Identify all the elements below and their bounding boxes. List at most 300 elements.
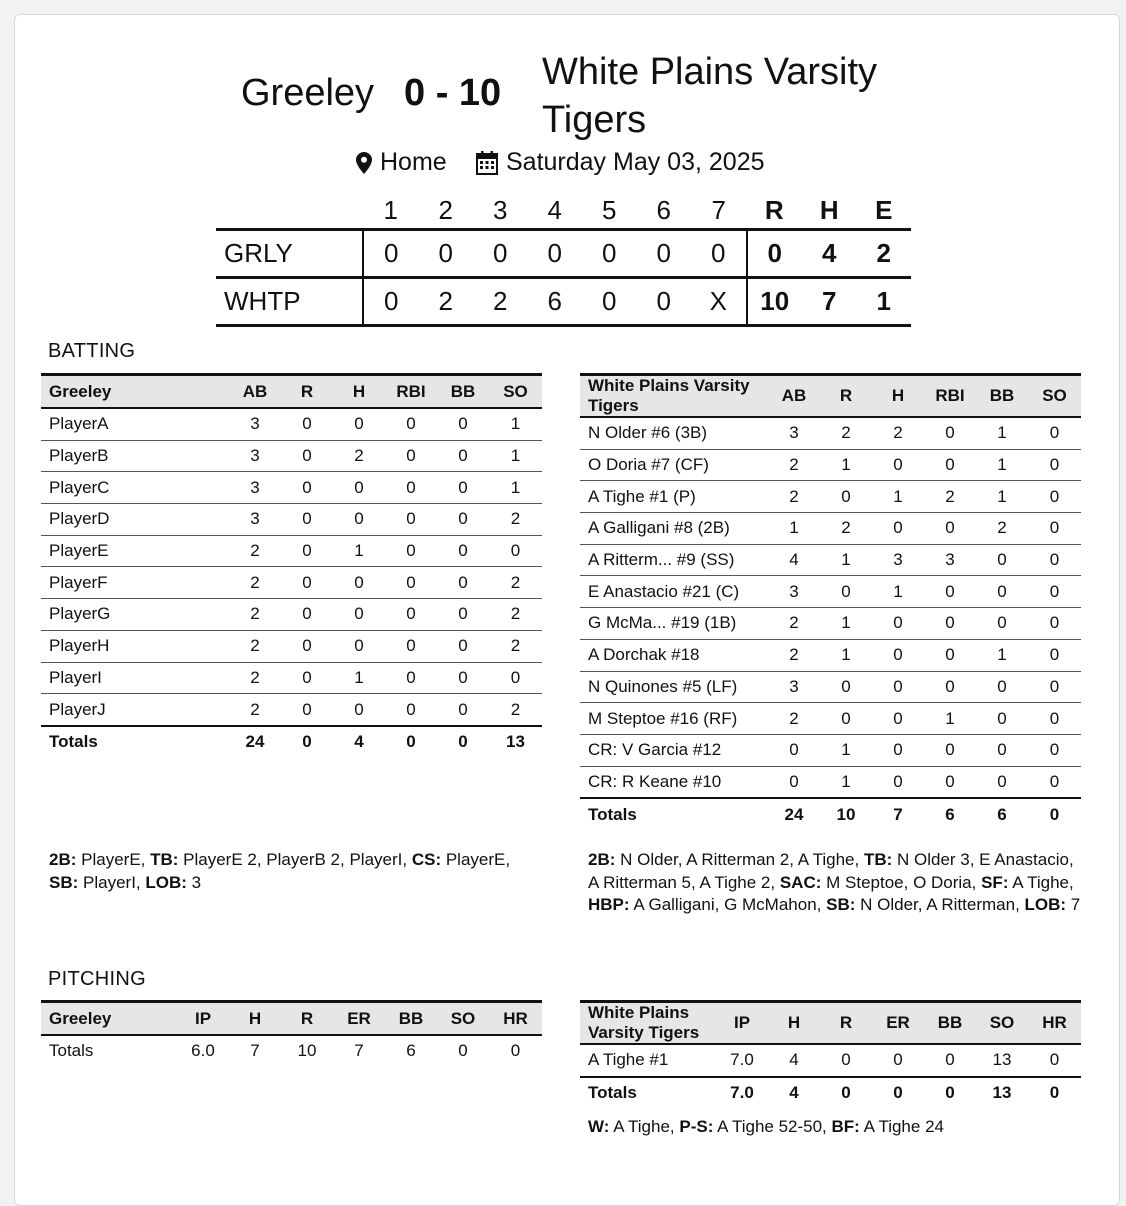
player-name: Totals [580,798,768,830]
stat-value: 0 [281,726,333,758]
stat-value: 1 [820,608,872,640]
calendar-icon [476,151,498,175]
stat-value: 3 [768,671,820,703]
stat-value: 0 [924,513,976,545]
table-row [41,504,542,536]
note-text: M Steptoe, O Doria, [821,872,982,892]
stat-value: 2 [489,599,542,631]
player-name: CR: V Garcia #12 [580,734,768,766]
stat-value: 0 [281,535,333,567]
table-row [580,766,1081,798]
note-label: LOB: [1024,895,1067,914]
map-pin-icon [356,152,372,174]
inning-score: 0 [582,230,637,278]
stat-value: 0 [333,694,385,726]
stat-value: 2 [768,608,820,640]
stat-value: 10 [820,798,872,830]
hits-total: 7 [822,286,837,316]
stat-value: 2 [768,449,820,481]
player-name: E Anastacio #21 (C) [580,576,768,608]
inning-score: 0 [637,230,692,278]
stat-value: 1 [489,440,542,472]
stat-value: 0 [281,662,333,694]
note-label: BF: [831,1117,860,1136]
stat-value: 0 [820,481,872,513]
note-label: P-S: [679,1117,714,1136]
stat-value: 0 [820,671,872,703]
stat-value: 2 [976,513,1028,545]
stat-value: 2 [489,630,542,662]
stat-value: 2 [489,504,542,536]
note-text: A Tighe 52-50, [713,1117,832,1136]
stat-value: 13 [976,1044,1028,1077]
stat-value: 7 [229,1035,281,1067]
stat-value: 2 [924,481,976,513]
note-text: PlayerI, [78,872,146,892]
stat-value: 0 [385,440,437,472]
stat-value: 0 [281,504,333,536]
note-text: N Older, A Ritterman 2, A Tighe, [615,850,864,869]
table-row [41,472,542,504]
stat-value: 0 [1028,639,1081,671]
note-text: PlayerE, [76,850,151,869]
stat-value: 0 [281,567,333,599]
inning-score: 2 [493,286,508,316]
stat-value: 0 [333,630,385,662]
stat-value: 7 [333,1035,385,1067]
stat-value: 0 [924,734,976,766]
stat-value: 6.0 [177,1035,229,1067]
stat-value: 0 [437,1035,489,1067]
stat-value: 0 [924,449,976,481]
table-row [580,639,1081,671]
stat-value: 0 [872,449,924,481]
player-name: O Doria #7 (CF) [580,449,768,481]
stat-value: 1 [976,481,1028,513]
stat-column-header: AB [768,375,820,418]
stat-value: 0 [1028,1044,1081,1077]
player-name: G McMa... #19 (1B) [580,608,768,640]
stat-value: 0 [1028,798,1081,830]
stat-value: 3 [768,417,820,449]
player-name: A Dorchak #18 [580,639,768,671]
stat-value: 2 [489,567,542,599]
player-name: PlayerA [41,408,229,440]
stat-column-header: H [872,375,924,418]
stat-value: 24 [768,798,820,830]
stat-value: 13 [489,726,542,758]
stat-value: 0 [924,766,976,798]
stat-value: 0 [1028,576,1081,608]
stat-value: 0 [437,472,489,504]
stat-value: 1 [820,449,872,481]
stat-value: 1 [489,472,542,504]
table-row [41,567,542,599]
stat-column-header: ER [872,1002,924,1045]
stat-value: 1 [768,513,820,545]
stat-value: 0 [820,703,872,735]
stat-value: 3 [229,504,281,536]
team-abbr: WHTP [224,286,301,316]
player-name: Totals [580,1077,716,1109]
stat-value: 3 [229,440,281,472]
stat-value: 0 [385,472,437,504]
player-name: Totals [41,1035,177,1067]
stat-value: 0 [333,504,385,536]
stat-value: 1 [489,408,542,440]
inning-score: 0 [691,230,747,278]
stat-column-header: R [281,375,333,409]
stat-value: 0 [437,694,489,726]
stat-value: 1 [333,662,385,694]
inning-header: 4 [547,194,562,225]
stat-value: 0 [281,630,333,662]
team-column-header: Greeley [41,375,229,409]
stat-value: 0 [1028,481,1081,513]
stat-column-header: RBI [924,375,976,418]
stat-value: 0 [437,440,489,472]
stat-value: 0 [437,408,489,440]
stat-value: 13 [976,1077,1028,1109]
stat-value: 0 [976,703,1028,735]
note-text: A Galligani, G McMahon, [629,895,827,914]
stat-value: 0 [1028,671,1081,703]
errors-total: 1 [876,286,891,316]
stat-value: 2 [229,567,281,599]
stat-value: 0 [281,440,333,472]
stat-value: 0 [437,726,489,758]
stat-value: 7.0 [716,1044,768,1077]
stat-value: 0 [385,567,437,599]
stat-value: 2 [820,417,872,449]
stat-value: 0 [1028,608,1081,640]
stat-value: 0 [924,1077,976,1109]
runs-total: 10 [747,278,803,326]
team-column-header: White Plains Varsity Tigers [580,375,768,418]
stat-column-header: BB [385,1002,437,1036]
stat-value: 2 [229,599,281,631]
stat-value: 0 [1028,417,1081,449]
note-text: 7 [1066,895,1081,914]
inning-score: 0 [656,286,671,316]
player-name: PlayerC [41,472,229,504]
inning-header: 1 [383,194,398,225]
inning-header: 6 [656,194,671,225]
team-column-header: Greeley [41,1002,177,1036]
stat-value: 0 [489,662,542,694]
note-text: A Tighe, [609,1117,680,1136]
stat-value: 0 [976,766,1028,798]
stat-value: 6 [924,798,976,830]
batting-table-home [580,373,1081,830]
pitching-section-title: PITCHING [48,968,146,990]
note-label: SF: [981,872,1009,892]
inning-score: 0 [602,286,617,316]
stat-value: 0 [768,766,820,798]
stat-value: 1 [820,734,872,766]
stat-value: 6 [976,798,1028,830]
table-row [41,535,542,567]
errors-header: E [875,194,893,225]
stat-value: 0 [976,671,1028,703]
player-name: N Quinones #5 (LF) [580,671,768,703]
stat-value: 0 [820,1044,872,1077]
totals-row [41,1035,542,1067]
stat-value: 2 [768,481,820,513]
table-row [580,449,1081,481]
away-team-name: Greeley [241,72,375,114]
stat-value: 3 [229,472,281,504]
stat-value: 0 [385,694,437,726]
inning-score: 0 [363,230,419,278]
table-row [580,417,1081,449]
stat-value: 1 [976,639,1028,671]
pitching-table-home [580,1000,1081,1108]
stat-value: 0 [924,671,976,703]
stat-value: 0 [489,535,542,567]
stat-value: 0 [281,408,333,440]
table-row [580,513,1081,545]
note-label: CS: [411,850,442,869]
totals-row [580,1077,1081,1109]
player-name: PlayerI [41,662,229,694]
stat-column-header: ER [333,1002,385,1036]
inning-header: 2 [438,194,453,225]
batting-notes-away [49,849,519,894]
inning-header: 7 [711,194,726,225]
note-text: PlayerE 2, PlayerB 2, PlayerI, [178,850,412,869]
table-row [580,481,1081,513]
stat-value: 0 [385,630,437,662]
stat-value: 2 [768,703,820,735]
table-row [580,703,1081,735]
stat-value: 1 [872,576,924,608]
stat-value: 0 [872,671,924,703]
table-row [41,440,542,472]
date-label: Saturday May 03, 2025 [506,148,765,176]
stat-value: 0 [437,567,489,599]
stat-value: 2 [229,535,281,567]
stat-value: 0 [333,599,385,631]
stat-value: 6 [385,1035,437,1067]
player-name: PlayerB [41,440,229,472]
stat-value: 4 [768,1044,820,1077]
inning-score: X [709,286,727,316]
stat-value: 0 [385,408,437,440]
stat-value: 4 [333,726,385,758]
stat-value: 2 [333,440,385,472]
stat-value: 0 [872,1044,924,1077]
table-row [580,608,1081,640]
stat-value: 0 [1028,766,1081,798]
stat-column-header: SO [976,1002,1028,1045]
stat-value: 2 [489,694,542,726]
note-label: SB: [826,895,856,914]
stat-column-header: BB [437,375,489,409]
player-name: A Tighe #1 (P) [580,481,768,513]
stat-value: 1 [820,544,872,576]
stat-value: 3 [229,408,281,440]
stat-value: 1 [820,639,872,671]
totals-row [41,726,542,758]
inning-score: 0 [419,230,474,278]
stat-value: 0 [385,504,437,536]
stat-value: 10 [281,1035,333,1067]
stat-value: 0 [976,544,1028,576]
table-row [580,1044,1081,1077]
note-label: W: [588,1117,610,1136]
note-text: A Tighe 24 [859,1117,944,1136]
player-name: PlayerG [41,599,229,631]
hits-header: H [819,194,839,225]
stat-value: 3 [924,544,976,576]
player-name: PlayerJ [41,694,229,726]
stat-value: 0 [385,662,437,694]
stat-value: 1 [924,703,976,735]
stat-value: 0 [281,472,333,504]
batting-section-title: BATTING [48,340,136,362]
hits-total: 4 [802,230,857,278]
table-row [580,544,1081,576]
stat-value: 0 [333,472,385,504]
stat-value: 0 [437,599,489,631]
stat-value: 1 [820,766,872,798]
pitching-notes-home [588,1116,1083,1139]
stat-column-header: R [820,1002,872,1045]
stat-value: 2 [229,694,281,726]
stat-value: 0 [976,734,1028,766]
stat-value: 7 [872,798,924,830]
stat-value: 0 [872,766,924,798]
table-row [580,576,1081,608]
stat-value: 2 [229,662,281,694]
home-team-name: White Plains Varsity Tigers [542,51,878,141]
stat-value: 3 [768,576,820,608]
table-row [41,694,542,726]
table-row [41,662,542,694]
stat-value: 2 [820,513,872,545]
stat-value: 0 [1028,703,1081,735]
player-name: CR: R Keane #10 [580,766,768,798]
pitching-table-away [41,1000,542,1067]
player-name: M Steptoe #16 (RF) [580,703,768,735]
note-text: N Older 3, E Anastacio, A Ritterman 5, A Tighe 2, [588,850,1074,892]
stat-value: 1 [872,481,924,513]
team-abbr: GRLY [216,230,363,278]
game-location [356,148,447,177]
player-name: A Ritterm... #9 (SS) [580,544,768,576]
stat-value: 0 [924,1044,976,1077]
stat-column-header: BB [976,375,1028,418]
stat-value: 0 [1028,1077,1081,1109]
stat-value: 0 [333,408,385,440]
stat-value: 0 [385,726,437,758]
stat-value: 0 [1028,734,1081,766]
note-text: A Tighe, [1008,872,1074,892]
stat-value: 0 [924,417,976,449]
stat-value: 0 [1028,449,1081,481]
inning-score: 0 [528,230,583,278]
linescore-row-home [216,278,911,326]
stat-value: 0 [872,608,924,640]
stat-value: 24 [229,726,281,758]
stat-value: 0 [333,567,385,599]
runs-total: 0 [747,230,803,278]
stat-column-header: HR [489,1002,542,1036]
stat-column-header: SO [1028,375,1081,418]
stat-value: 4 [768,544,820,576]
totals-row [580,798,1081,830]
stat-value: 2 [229,630,281,662]
linescore-table [216,192,911,327]
stat-value: 1 [976,417,1028,449]
stat-value: 0 [385,535,437,567]
note-text: PlayerE, [441,850,511,869]
note-label: LOB: [145,872,187,892]
note-label: HBP: [588,895,630,914]
stat-value: 1 [333,535,385,567]
player-name: N Older #6 (3B) [580,417,768,449]
stat-column-header: HR [1028,1002,1081,1045]
stat-value: 0 [924,639,976,671]
table-row [580,734,1081,766]
location-label: Home [380,148,447,176]
stat-column-header: IP [177,1002,229,1036]
stat-value: 0 [872,1077,924,1109]
note-label: SAC: [779,872,822,892]
stat-value: 0 [1028,513,1081,545]
player-name: PlayerF [41,567,229,599]
stat-column-header: SO [489,375,542,409]
stat-value: 0 [437,662,489,694]
stat-value: 0 [872,513,924,545]
inning-header: 5 [602,194,617,225]
stat-value: 0 [820,1077,872,1109]
stat-column-header: H [229,1002,281,1036]
stat-column-header: R [820,375,872,418]
player-name: A Tighe #1 [580,1044,716,1077]
table-row [580,671,1081,703]
stat-value: 0 [281,599,333,631]
stat-value: 0 [768,734,820,766]
inning-score: 0 [363,278,419,326]
game-date [476,148,765,177]
team-column-header: White Plains Varsity Tigers [580,1002,716,1045]
stat-column-header: H [768,1002,820,1045]
stat-column-header: IP [716,1002,768,1045]
stat-column-header: H [333,375,385,409]
note-label: TB: [150,850,179,869]
stat-value: 0 [437,504,489,536]
linescore-row-away [216,230,911,278]
inning-score: 6 [547,286,562,316]
inning-score: 0 [473,230,528,278]
stat-value: 0 [872,639,924,671]
stat-column-header: R [281,1002,333,1036]
stat-value: 0 [281,694,333,726]
note-label: TB: [863,850,893,869]
stat-value: 3 [872,544,924,576]
stat-column-header: SO [437,1002,489,1036]
stat-value: 0 [872,703,924,735]
stat-value: 0 [489,1035,542,1067]
table-row [41,599,542,631]
stat-value: 0 [976,608,1028,640]
table-row [41,630,542,662]
stat-value: 0 [924,608,976,640]
note-label: 2B: [49,850,77,869]
stat-value: 0 [385,599,437,631]
